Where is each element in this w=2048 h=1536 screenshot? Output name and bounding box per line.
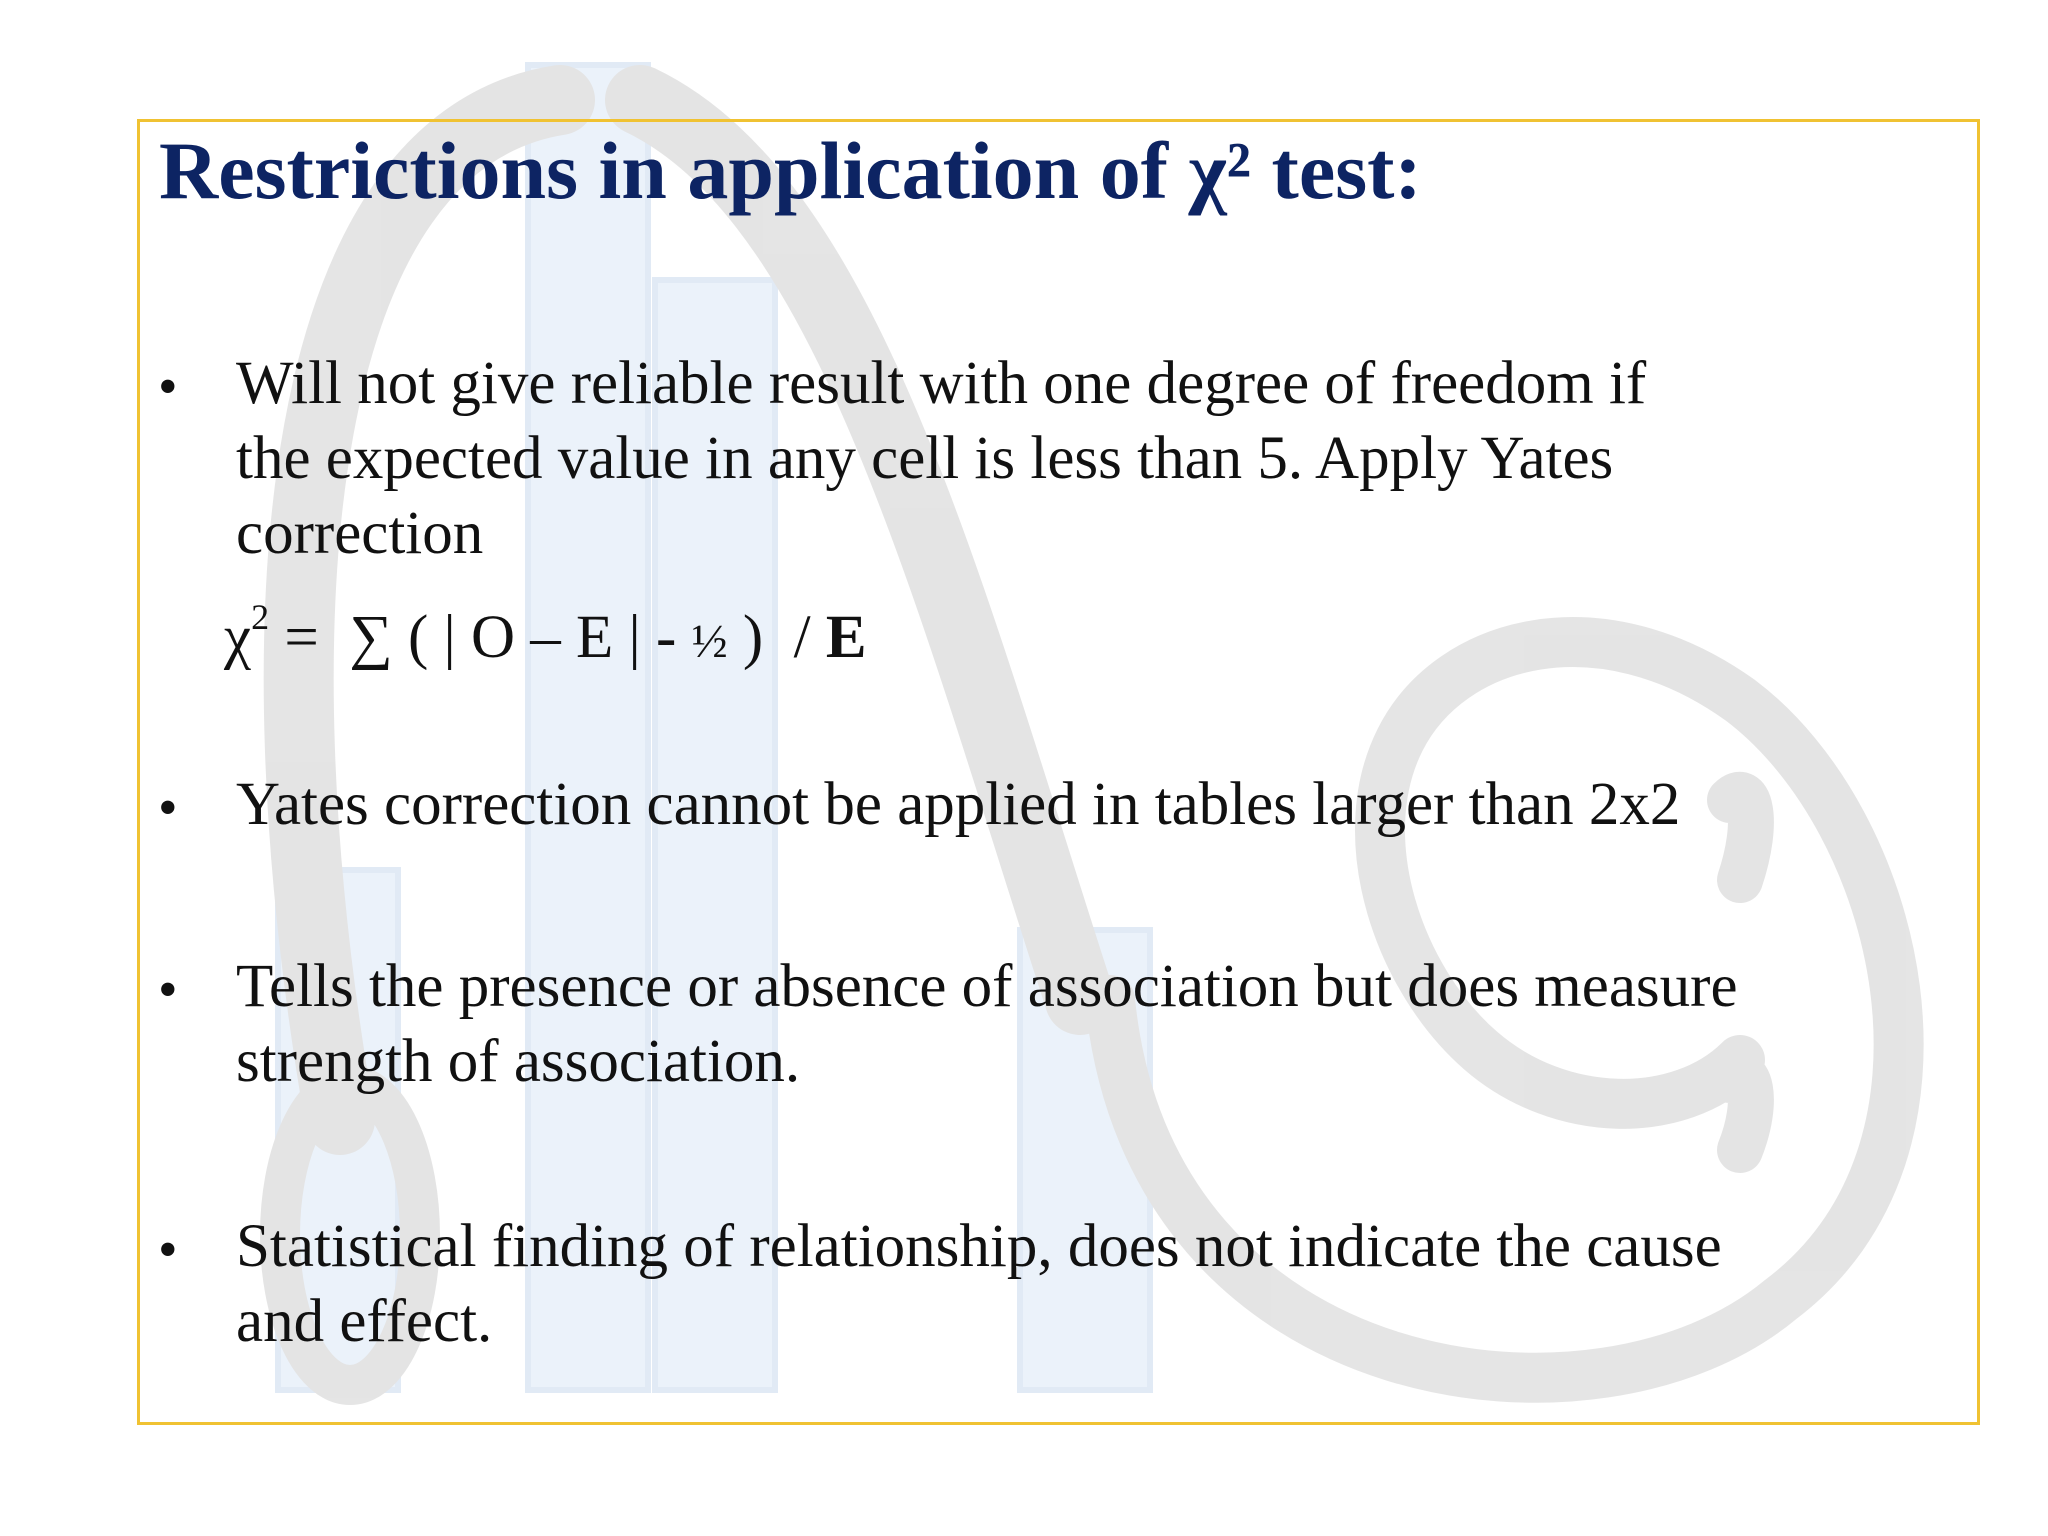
- formula-equals: =: [269, 604, 350, 671]
- bullet-1-line-2: the expected value in any cell is less than 5. Apply Yates: [236, 425, 1614, 492]
- bullet-marker: •: [158, 777, 178, 839]
- bullet-2-line-1: Yates correction cannot be applied in tables larger than 2x2: [236, 771, 1681, 838]
- formula-denominator: E: [825, 604, 867, 671]
- bullet-1-line-1: Will not give reliable result with one degree of freedom if: [236, 350, 1647, 417]
- yates-formula: [224, 580, 867, 679]
- bullet-marker: •: [158, 959, 178, 1021]
- formula-half: ½: [691, 615, 728, 668]
- formula-chi: χ: [224, 604, 252, 671]
- bullet-4-line-2: and effect.: [236, 1288, 493, 1355]
- formula-body: ∑ ( | O – E | -: [349, 604, 692, 671]
- bullet-1-line-3: correction: [236, 500, 484, 567]
- bullet-4-line-1: Statistical finding of relationship, does not indicate the cause: [236, 1213, 1722, 1280]
- bullet-marker: •: [158, 356, 178, 418]
- bullet-3-line-1: Tells the presence or absence of association but does measure: [236, 953, 1738, 1020]
- slide-title: Restrictions in application of χ² test:: [159, 125, 1422, 216]
- bullet-marker: •: [158, 1219, 178, 1281]
- formula-exponent: 2: [251, 597, 270, 637]
- bullet-3-line-2: strength of association.: [236, 1028, 801, 1095]
- formula-close: ) /: [727, 604, 826, 671]
